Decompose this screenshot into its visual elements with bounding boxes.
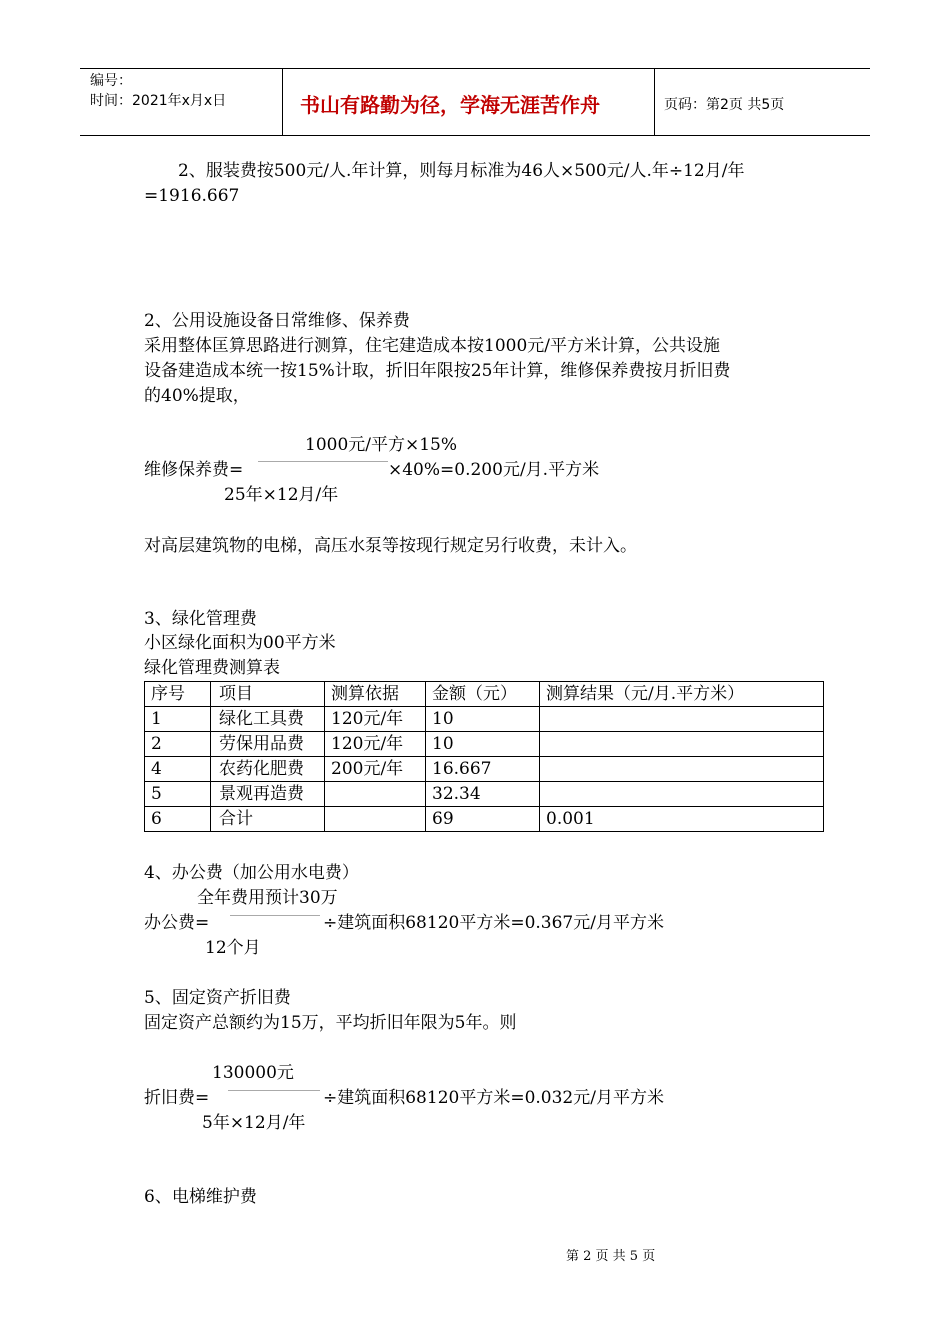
table-cell: 120元/年 bbox=[325, 732, 426, 757]
section-2-para-line-3: 的40%提取， bbox=[144, 386, 250, 406]
table-cell bbox=[540, 707, 824, 732]
table-header-row bbox=[145, 682, 824, 707]
depreciation-formula-label: 折旧费= bbox=[144, 1088, 210, 1108]
table-cell: 劳保用品费 bbox=[211, 732, 325, 757]
office-fraction-bar bbox=[230, 915, 320, 916]
table-cell: 5 bbox=[145, 782, 211, 807]
table-cell bbox=[325, 807, 426, 832]
page-footer: 第 2 页 共 5 页 bbox=[566, 1249, 656, 1264]
section-6-title: 6、电梯维护费 bbox=[144, 1187, 257, 1207]
table-cell: 绿化工具费 bbox=[211, 707, 325, 732]
uniform-fee-line-1: 2、服装费按500元/人.年计算，则每月标准为46人×500元/人.年÷12月/年 bbox=[178, 161, 745, 181]
table-header-cell: 测算结果（元/月.平方米） bbox=[540, 682, 824, 707]
header-time-label: 时间：2021年x月x日 bbox=[90, 93, 227, 109]
green-fee-table bbox=[144, 681, 824, 832]
table-row bbox=[145, 732, 824, 757]
table-header-cell: 金额（元） bbox=[426, 682, 540, 707]
table-cell: 农药化肥费 bbox=[211, 757, 325, 782]
depreciation-formula-denominator: 5年×12月/年 bbox=[202, 1113, 306, 1133]
maintenance-formula-denominator: 25年×12月/年 bbox=[224, 485, 339, 505]
table-cell: 10 bbox=[426, 732, 540, 757]
table-cell: 69 bbox=[426, 807, 540, 832]
section-2-para-line-2: 设备建造成本统一按15%计取，折旧年限按25年计算，维修保养费按月折旧费 bbox=[144, 361, 731, 381]
table-cell: 10 bbox=[426, 707, 540, 732]
table-cell: 16.667 bbox=[426, 757, 540, 782]
depreciation-fraction-bar bbox=[228, 1090, 320, 1091]
header-bottom-rule bbox=[80, 135, 870, 136]
section-3-title: 3、绿化管理费 bbox=[144, 609, 257, 629]
table-cell bbox=[325, 782, 426, 807]
header-page-label: 页码：第2页 共5页 bbox=[664, 97, 785, 113]
table-cell bbox=[540, 732, 824, 757]
section-2-note: 对高层建筑物的电梯，高压水泵等按现行规定另行收费，未计入。 bbox=[144, 536, 637, 556]
table-header-cell: 项目 bbox=[211, 682, 325, 707]
maintenance-formula-numerator: 1000元/平方×15% bbox=[305, 435, 458, 455]
table-cell: 120元/年 bbox=[325, 707, 426, 732]
table-cell: 6 bbox=[145, 807, 211, 832]
table-cell: 32.34 bbox=[426, 782, 540, 807]
office-formula-result: ÷建筑面积68120平方米=0.367元/月平方米 bbox=[323, 913, 664, 933]
table-cell: 200元/年 bbox=[325, 757, 426, 782]
table-row bbox=[145, 782, 824, 807]
table-cell: 4 bbox=[145, 757, 211, 782]
table-row bbox=[145, 757, 824, 782]
uniform-fee-line-2: =1916.667 bbox=[144, 186, 240, 206]
table-header-cell: 序号 bbox=[145, 682, 211, 707]
table-row bbox=[145, 707, 824, 732]
depreciation-formula-numerator: 130000元 bbox=[212, 1063, 294, 1083]
header-number-label: 编号： bbox=[90, 73, 132, 89]
table-cell: 景观再造费 bbox=[211, 782, 325, 807]
section-5-title: 5、固定资产折旧费 bbox=[144, 988, 291, 1008]
table-cell bbox=[540, 757, 824, 782]
section-5-para: 固定资产总额约为15万，平均折旧年限为5年。则 bbox=[144, 1013, 517, 1033]
header-top-rule bbox=[80, 68, 870, 69]
green-table-title: 绿化管理费测算表 bbox=[144, 658, 280, 678]
office-formula-label: 办公费= bbox=[144, 913, 210, 933]
table-cell: 2 bbox=[145, 732, 211, 757]
header-divider-right bbox=[654, 68, 655, 136]
table-cell: 合计 bbox=[211, 807, 325, 832]
table-cell bbox=[540, 782, 824, 807]
maintenance-fraction-bar bbox=[258, 461, 388, 462]
maintenance-formula-label: 维修保养费= bbox=[144, 460, 244, 480]
depreciation-formula-result: ÷建筑面积68120平方米=0.032元/月平方米 bbox=[323, 1088, 664, 1108]
office-formula-numerator: 全年费用预计30万 bbox=[197, 888, 338, 908]
header-divider-left bbox=[282, 68, 283, 136]
green-area-line: 小区绿化面积为00平方米 bbox=[144, 633, 336, 653]
header-motto: 书山有路勤为径，学海无涯苦作舟 bbox=[300, 93, 600, 117]
table-cell: 1 bbox=[145, 707, 211, 732]
section-2-title: 2、公用设施设备日常维修、保养费 bbox=[144, 311, 410, 331]
maintenance-formula-result: ×40%=0.200元/月.平方米 bbox=[388, 460, 600, 480]
table-cell: 0.001 bbox=[540, 807, 824, 832]
table-header-cell: 测算依据 bbox=[325, 682, 426, 707]
office-formula-denominator: 12个月 bbox=[205, 938, 261, 958]
table-row bbox=[145, 807, 824, 832]
section-2-para-line-1: 采用整体匡算思路进行测算，住宅建造成本按1000元/平方米计算，公共设施 bbox=[144, 336, 720, 356]
section-4-title: 4、办公费（加公用水电费） bbox=[144, 863, 359, 883]
